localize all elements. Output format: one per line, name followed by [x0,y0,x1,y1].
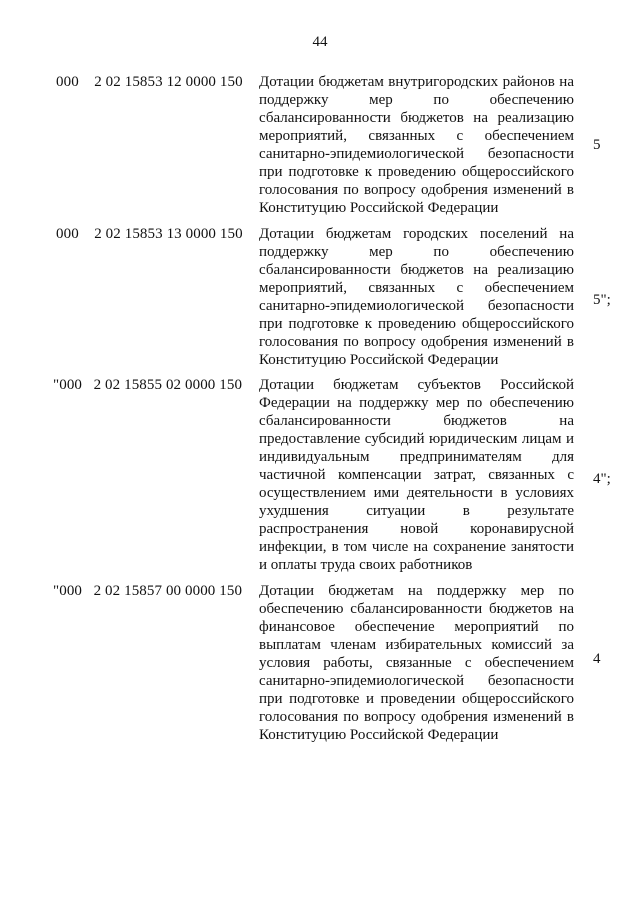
row-value: 4"; [593,471,611,487]
budget-code [56,73,243,91]
row-value: 5"; [593,292,611,308]
admin-code: "000 [53,377,83,393]
row-description: Дотации бюджетам внутригородских районов на поддержку мер по обеспечению сбалансированности бюджетов на реализацию мероприятий, связанных с обеспечением санитарно-эпидемиологической безопасности при подготовке к проведению общероссийского голосования по вопросу одобрения изменений в Конституцию Российской Федерации [259,74,574,216]
row-description: Дотации бюджетам на поддержку мер по обеспечению сбалансированности бюджетов на финансовое обеспечение мероприятий по выплатам членам избирательных комиссий за условия работы, связанные с обеспечением санитарно-эпидемиологической безопасности при подготовке и проведении общероссийского голосования по вопросу одобрения изменений в Конституцию Российской Федерации [259,583,574,743]
budget-code [56,225,243,243]
budget-code [53,376,242,394]
row-value: 5 [593,137,601,153]
admin-code: "000 [53,583,83,599]
kbk-code: 2 02 15857 00 0000 150 [93,583,243,599]
page-number: 44 [312,34,328,50]
row-description: Дотации бюджетам городских поселений на поддержку мер по обеспечению сбалансированности бюджетов на реализацию мероприятий, связанных с обеспечением санитарно-эпидемиологической безопасности при подготовке к проведению общероссийского голосования по вопросу одобрения изменений в Конституцию Российской Федерации [259,226,574,368]
admin-code: 000 [56,74,79,90]
row-value: 4 [593,651,601,667]
budget-code [53,582,242,600]
row-description: Дотации бюджетам субъектов Российской Федерации на поддержку мер по обеспечению сбалансированности бюджетов на предоставление субсидий юридическим лицам и индивидуальным предпринимателям для частичной компенсации затрат, связанных с осуществлением ими деятельности в условиях ухудшения ситуации в результате распространения новой коронавирусной инфекции, в том числе на сохранение занятости и оплаты труда своих работников [259,377,574,573]
kbk-code: 2 02 15853 12 0000 150 [94,74,243,90]
kbk-code: 2 02 15855 02 0000 150 [93,377,243,393]
kbk-code: 2 02 15853 13 0000 150 [94,226,243,242]
admin-code: 000 [56,226,79,242]
